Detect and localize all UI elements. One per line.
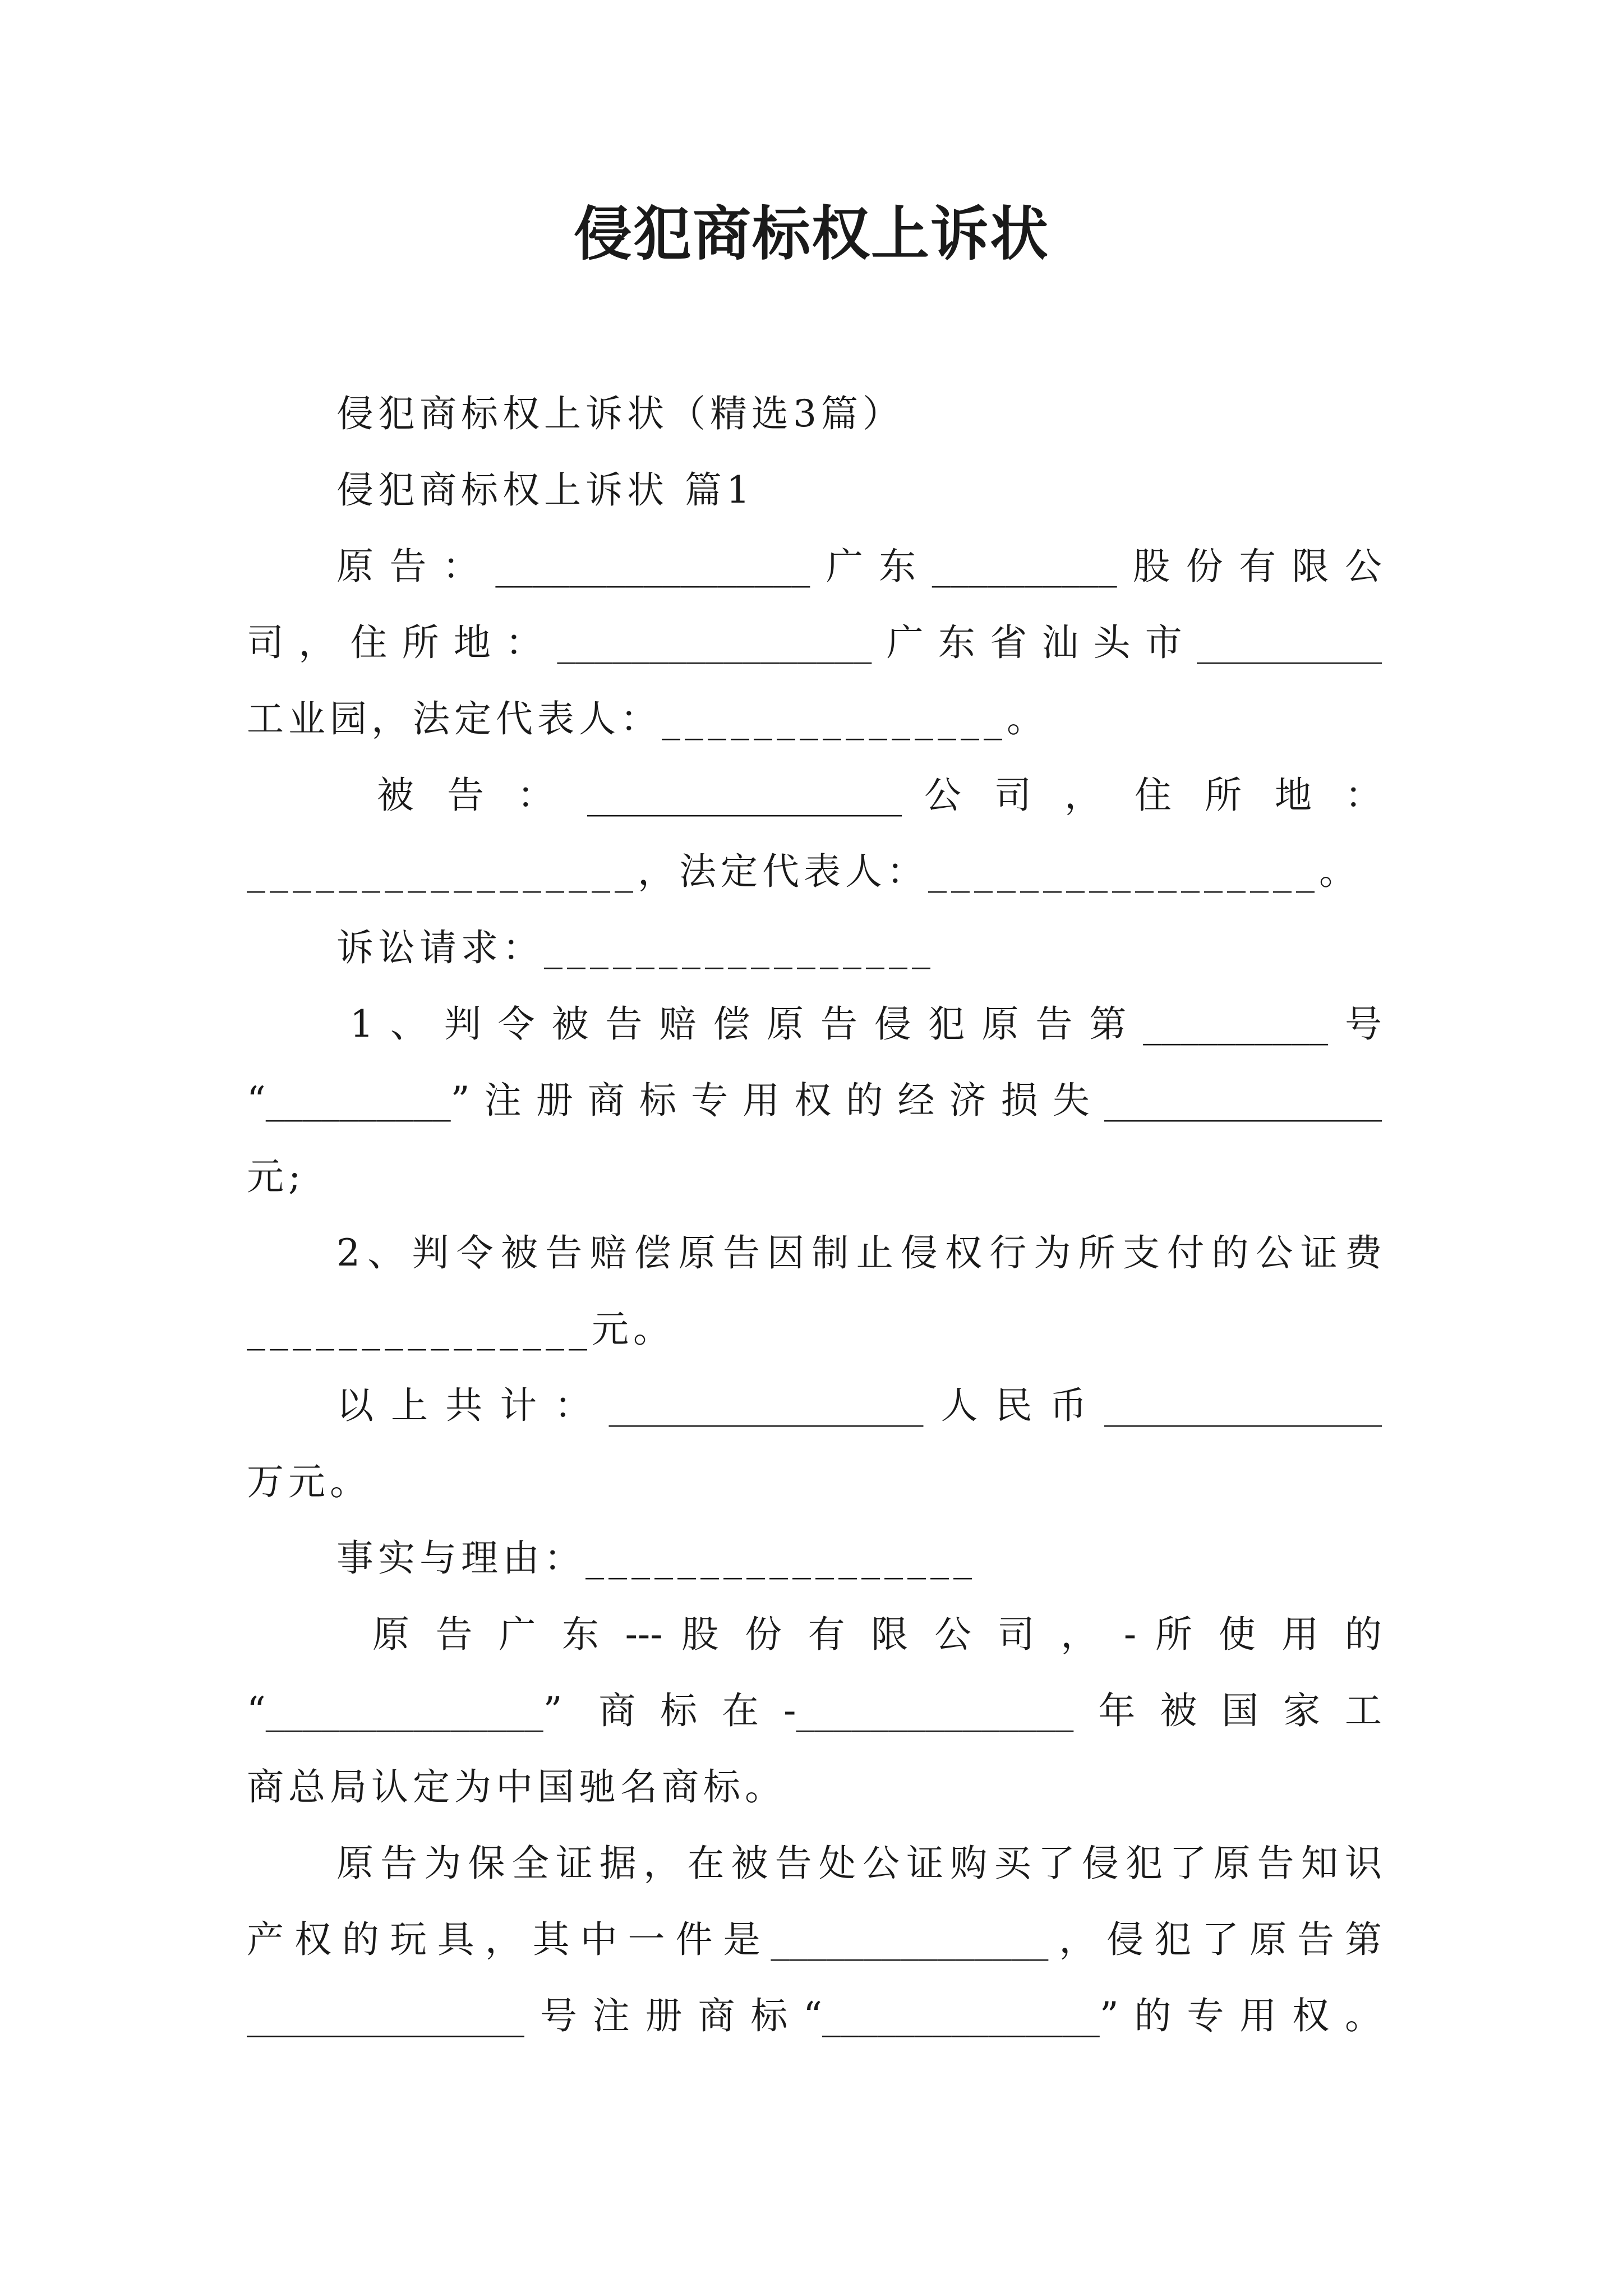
- plaintiff-line-2: 司，住所地：_________________广东省汕头市__________: [247, 621, 1382, 664]
- section-heading: 侵犯商标权上诉状 篇1: [336, 468, 754, 512]
- plaintiff-line-1: 原告：_________________广东__________股份有限公: [336, 545, 1382, 588]
- claim-1-line-2: “__________”注册商标专用权的经济损失_______________: [247, 1079, 1382, 1122]
- claim-1-line-1: 1、判令被告赔偿原告侵犯原告第__________号: [350, 1002, 1382, 1046]
- claim-2-line-2: _______________元。: [247, 1308, 675, 1351]
- total-line-2: 万元。: [247, 1460, 371, 1503]
- defendant-line-2: _________________，法定代表人：_________________。: [247, 850, 1361, 893]
- facts-para-1-line-3: 商总局认定为中国驰名商标。: [247, 1765, 786, 1809]
- facts-para-2-line-2: 产权的玩具，其中一件是_______________，侵犯了原告第: [247, 1918, 1382, 1961]
- facts-para-2-line-3: _______________号注册商标“_______________”的专用权。: [247, 1994, 1382, 2037]
- facts-para-1-line-2: “_______________” 商标在-_______________年被国家工: [247, 1689, 1382, 1732]
- plaintiff-line-3: 工业园，法定代表人：_______________。: [247, 697, 1048, 740]
- facts-para-2-line-1: 原告为保全证据，在被告处公证购买了侵犯了原告知识: [336, 1842, 1382, 1885]
- facts-heading: 事实与理由：_________________: [336, 1536, 976, 1580]
- document-title: 侵犯商标权上诉状: [573, 199, 1049, 268]
- claims-heading: 诉讼请求：_________________: [336, 926, 935, 969]
- facts-para-1-line-1: 原 告 广 东 --- 股 份 有 限 公 司 ， - 所 使 用 的: [372, 1613, 1382, 1656]
- subtitle-selection: 侵犯商标权上诉状（精选3篇）: [336, 392, 904, 435]
- claim-1-line-3: 元;: [247, 1155, 306, 1198]
- defendant-line-1: 被 告 ： _________________ 公 司 ， 住 所 地 ：: [377, 774, 1382, 817]
- total-line-1: 以上共计：_________________人民币_______________: [336, 1384, 1382, 1427]
- claim-2-line-1: 2、判令被告赔偿原告因制止侵权行为所支付的公证费: [336, 1231, 1382, 1274]
